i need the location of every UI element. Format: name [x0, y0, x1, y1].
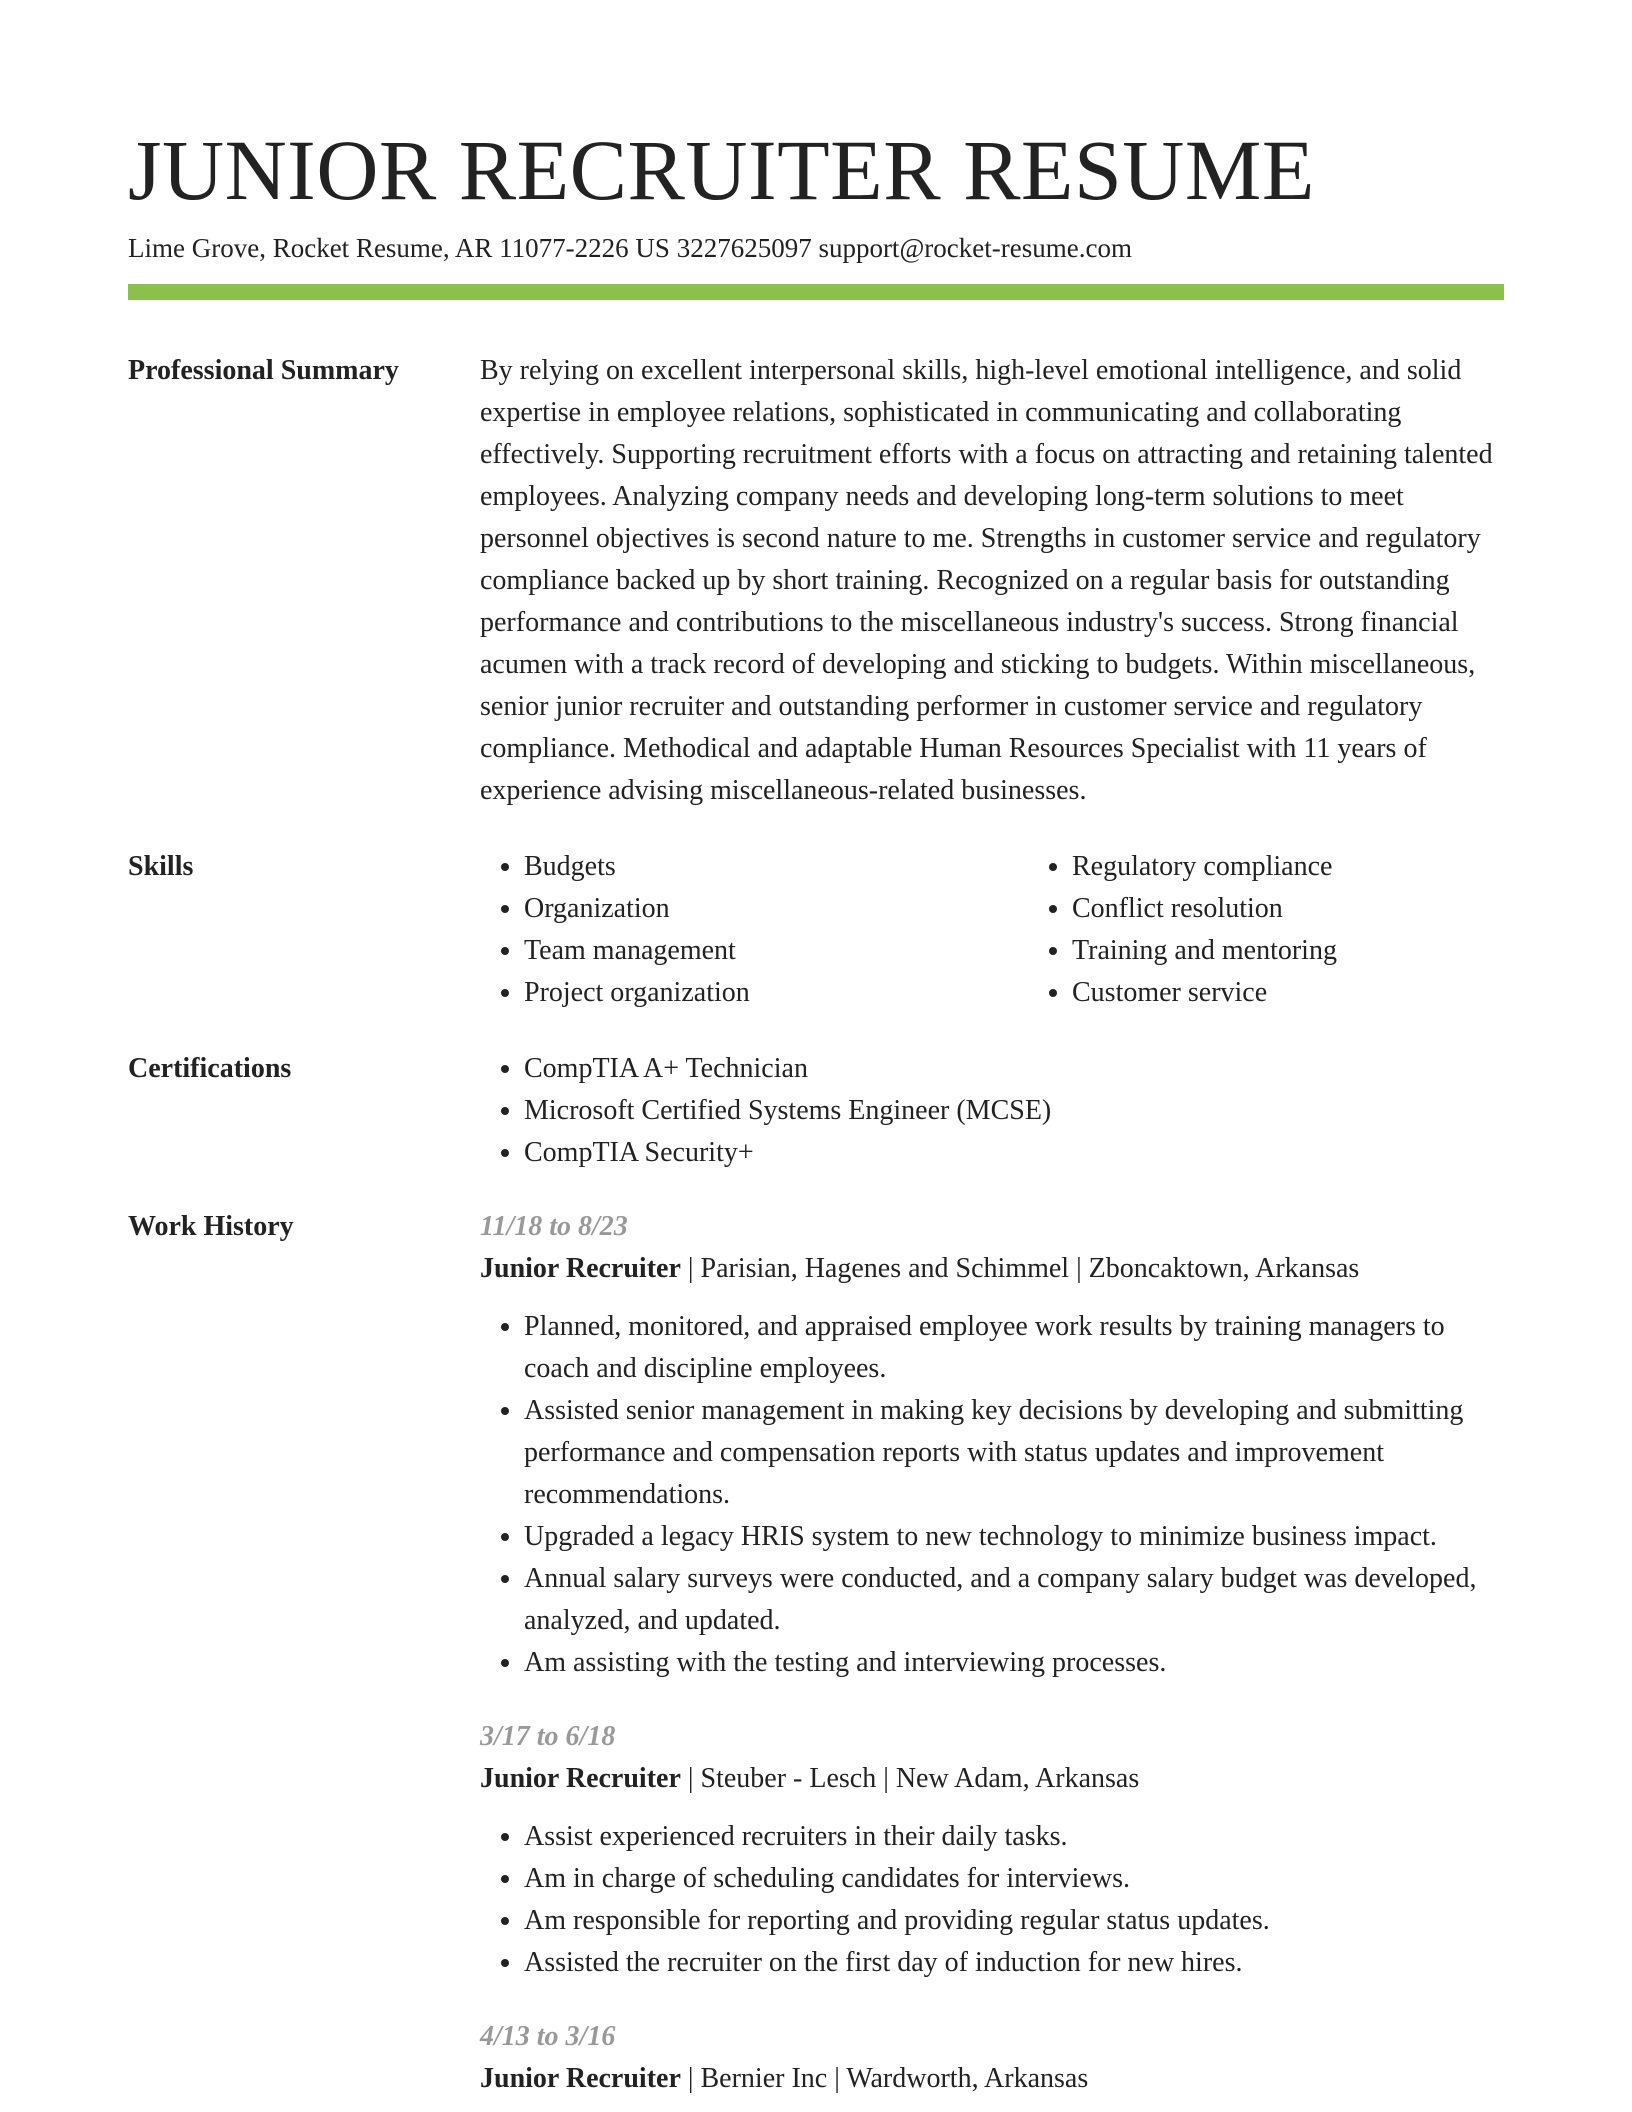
job-bullet: • Am responsible for reporting and providing regular status updates.	[524, 1900, 1504, 1942]
job-bullet: • Assisted senior management in making key decisions by developing and submitting performance and compensation reports with status updates and improvement recommendations.	[524, 1390, 1504, 1516]
skill-item: • Team management	[524, 930, 1028, 972]
job-bullet: • Upgraded a legacy HRIS system to new technology to minimize business impact.	[524, 1516, 1504, 1558]
work-history-body	[480, 1206, 1504, 2100]
certification-item: • CompTIA A+ Technician	[524, 1048, 1504, 1090]
job-bullets	[480, 1816, 1504, 1984]
job-employer-location: | Bernier Inc | Wardworth, Arkansas	[680, 2063, 1089, 2094]
summary-text: By relying on excellent interpersonal skills, high-level emotional intelligence, and solid expertise in employee relations, sophisticated in communicating and collaborating effectively. Supporting recruitment efforts with a focus on attracting and retaining talented employees. Analyzing company needs and developing long-term solutions to meet personnel objectives is second nature to me. Strengths in customer service and regulatory compliance backed up by short training. Recognized on a regular basis for outstanding performance and contributions to the miscellaneous industry's success. Strong financial acumen with a track record of developing and sticking to budgets. Within miscellaneous, senior junior recruiter and outstanding performer in customer service and regulatory compliance. Methodical and adaptable Human Resources Specialist with 11 years of experience advising miscellaneous-related businesses.	[480, 355, 1493, 806]
job-title: Junior Recruiter	[480, 2063, 681, 2094]
job-entry	[480, 1716, 1504, 1984]
contact-info: Lime Grove, Rocket Resume, AR 11077-2226 US 3227625097 support@rocket-resume.com	[128, 233, 1132, 263]
section-label-skills: Skills	[128, 851, 194, 882]
section-label-work-history: Work History	[128, 1211, 294, 1242]
job-entry	[480, 2016, 1504, 2100]
job-bullets	[480, 1306, 1504, 1684]
certifications-section	[128, 1048, 1504, 1174]
skill-item: • Budgets	[524, 846, 1028, 888]
skills-list-right	[1028, 846, 1576, 1014]
skills-section	[128, 846, 1504, 1014]
skill-item: • Customer service	[1072, 972, 1576, 1014]
job-entry	[480, 1206, 1504, 1684]
job-bullet: • Planned, monitored, and appraised employee work results by training managers to coach and discipline employees.	[524, 1306, 1504, 1390]
certifications-body	[480, 1048, 1504, 1174]
accent-divider	[128, 284, 1504, 300]
job-employer-location: | Parisian, Hagenes and Schimmel | Zboncaktown, Arkansas	[680, 1253, 1360, 1284]
work-history-section	[128, 1206, 1504, 2100]
skill-item: • Project organization	[524, 972, 1028, 1014]
job-bullet: • Assist experienced recruiters in their daily tasks.	[524, 1816, 1504, 1858]
job-heading	[480, 1758, 1504, 1800]
certifications-list	[480, 1048, 1504, 1174]
job-heading	[480, 2058, 1504, 2100]
skills-list-left	[480, 846, 1028, 1014]
certification-item: • CompTIA Security+	[524, 1132, 1504, 1174]
resume-title: JUNIOR RECRUITER RESUME	[128, 122, 1315, 218]
skill-item: • Regulatory compliance	[1072, 846, 1576, 888]
resume-page	[128, 120, 1504, 2100]
skill-item: • Training and mentoring	[1072, 930, 1576, 972]
certification-item: • Microsoft Certified Systems Engineer (MCSE)	[524, 1090, 1504, 1132]
job-bullet: • Am in charge of scheduling candidates for interviews.	[524, 1858, 1504, 1900]
job-title: Junior Recruiter	[480, 1253, 681, 1284]
skills-columns	[480, 846, 1576, 1014]
job-bullet: • Assisted the recruiter on the first day of induction for new hires.	[524, 1942, 1504, 1984]
job-date: 3/17 to 6/18	[480, 1721, 616, 1752]
section-label-summary: Professional Summary	[128, 355, 399, 386]
job-bullet: • Annual salary surveys were conducted, and a company salary budget was developed, analyzed, and updated.	[524, 1558, 1504, 1642]
job-date: 11/18 to 8/23	[480, 1211, 628, 1242]
professional-summary-section	[128, 350, 1504, 812]
job-title: Junior Recruiter	[480, 1763, 681, 1794]
job-heading	[480, 1248, 1504, 1290]
skill-item: • Organization	[524, 888, 1028, 930]
job-bullet: • Am assisting with the testing and interviewing processes.	[524, 1642, 1504, 1684]
section-label-certifications: Certifications	[128, 1053, 292, 1084]
skill-item: • Conflict resolution	[1072, 888, 1576, 930]
job-date: 4/13 to 3/16	[480, 2021, 616, 2052]
job-employer-location: | Steuber - Lesch | New Adam, Arkansas	[680, 1763, 1140, 1794]
